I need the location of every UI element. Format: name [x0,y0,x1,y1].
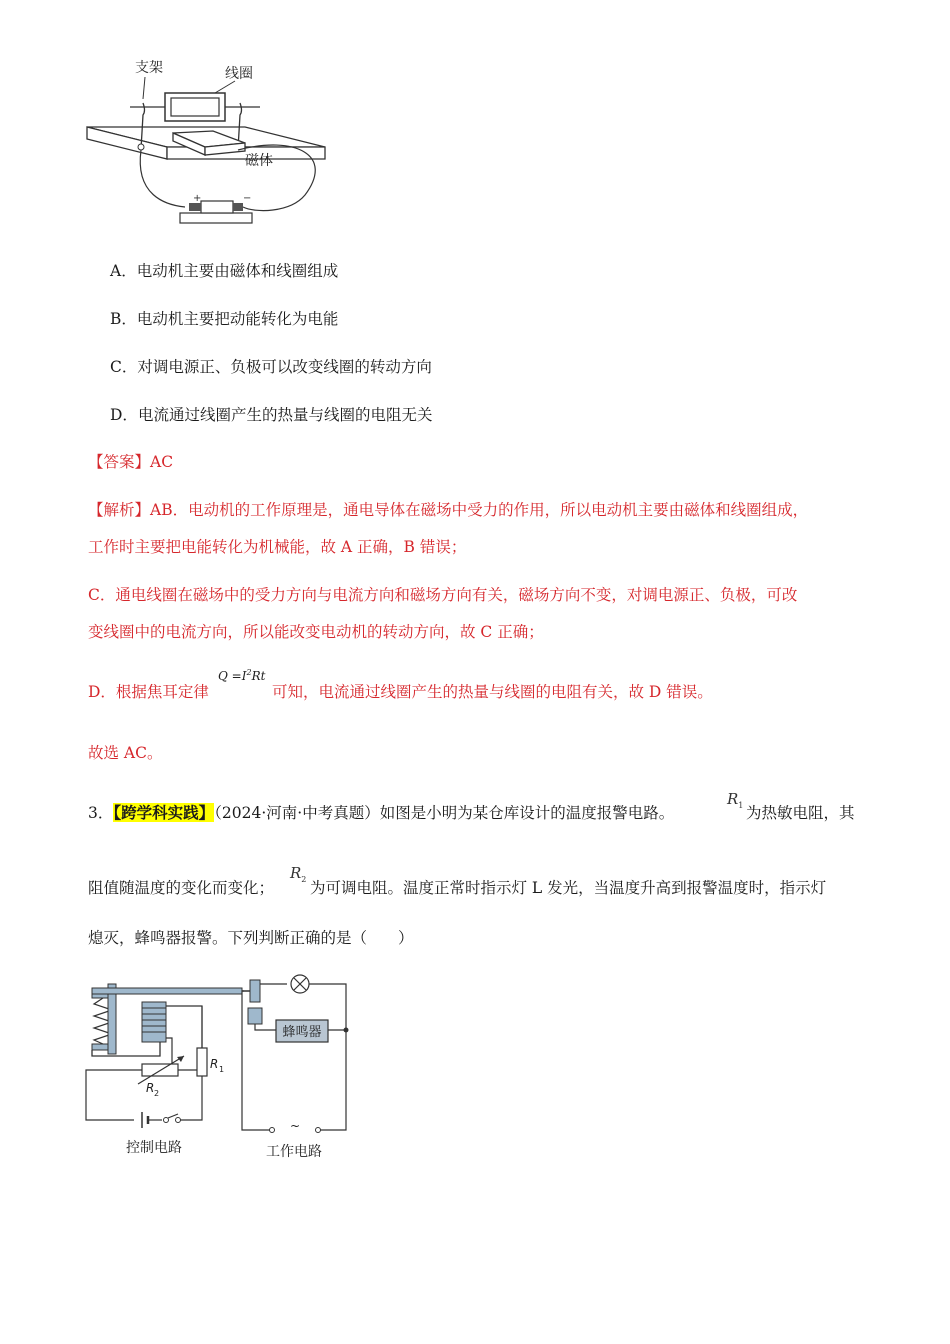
joule-formula [218,668,265,683]
option-a-text: 电动机主要由磁体和线圈组成 [136,262,339,280]
analysis-line-2: 工作时主要把电能转化为机械能，故 A 正确，B 错误； [88,538,467,556]
analysis-line-1-text: AB．电动机的工作原理是，通电导体在磁场中受力的作用，所以电动机主要由磁体和线圈组成， [150,501,809,519]
analysis-tag: 【解析】 [88,501,151,519]
formula-eq: = [231,669,242,683]
r1-label-sub: 1 [219,1065,225,1074]
answer-value: AC [150,453,174,471]
question-3-line-2a: 阻值随温度的变化而变化； [88,879,275,897]
question-3-line-3: 熄灭，蜂鸣器报警。下列判断正确的是（ ） [88,929,414,947]
option-c [110,356,432,378]
label-magnet: 磁体 [245,153,273,169]
motor-apparatus-figure [85,55,355,235]
question-3-line-2b: 为可调电阻。温度正常时指示灯 L 发光，当温度升高到报警温度时，指示灯 [310,879,827,897]
ac-symbol: ~ [289,1119,301,1133]
formula-i: I [241,669,247,683]
question-tag: 【跨学科实践】 [113,803,215,822]
work-circuit-label: 工作电路 [266,1144,322,1160]
formula-exp: 2 [246,668,252,677]
answer [88,451,173,473]
question-3-line-1-end: 为热敏电阻，其 [746,804,855,822]
analysis-line-5b: 可知，电流通过线圈产生的热量与线圈的电阻有关，故 D 错误。 [272,683,713,701]
option-a [110,260,338,282]
r2-label: R [146,1081,155,1095]
control-circuit-label: 控制电路 [126,1140,182,1156]
analysis-conclusion: 故选 AC。 [88,744,163,762]
option-b [110,308,338,330]
option-d-text: 电流通过线圈产生的热量与线圈的电阻无关 [137,406,433,424]
option-c-letter: C． [110,358,138,376]
label-coil: 线圈 [225,66,253,82]
r2-symbol [290,864,306,884]
r1-symbol [727,790,743,810]
alarm-circuit-figure [82,968,362,1168]
question-source: （2024·河南·中考真题）如图是小明为某仓库设计的温度报警电路。 [214,804,675,822]
r2-letter: R [290,864,302,882]
answer-tag: 【答案】 [88,453,151,471]
option-a-letter: A． [110,262,137,280]
option-d-letter: D． [110,406,138,424]
option-b-letter: B． [110,310,137,328]
analysis-line-4: 变线圈中的电流方向，所以能改变电动机的转动方向，故 C 正确； [88,623,544,641]
formula-q: Q [218,669,228,683]
analysis-line-3: C．通电线圈在磁场中的受力方向与电流方向和磁场方向有关，磁场方向不变，对调电源正、负极，可改 [88,586,798,604]
analysis-line-1 [88,499,808,521]
r1-label: R [210,1057,219,1071]
r2-label-sub: 2 [154,1089,160,1098]
analysis-line-5a: D．根据焦耳定律 [88,683,209,701]
r1-subscript: 1 [738,801,744,810]
question-number: 3． [88,804,114,822]
battery-plus: + [193,193,202,204]
question-3-line-1 [88,802,674,824]
r1-letter: R [727,790,739,808]
label-stand: 支架 [135,60,163,76]
buzzer-label: 蜂鸣器 [282,1025,322,1040]
battery-minus: − [243,193,252,204]
formula-rt: Rt [251,669,266,683]
option-b-text: 电动机主要把动能转化为电能 [136,310,339,328]
r2-subscript: 2 [301,875,307,884]
option-c-text: 对调电源正、负极可以改变线圈的转动方向 [137,358,432,376]
option-d [110,404,432,426]
